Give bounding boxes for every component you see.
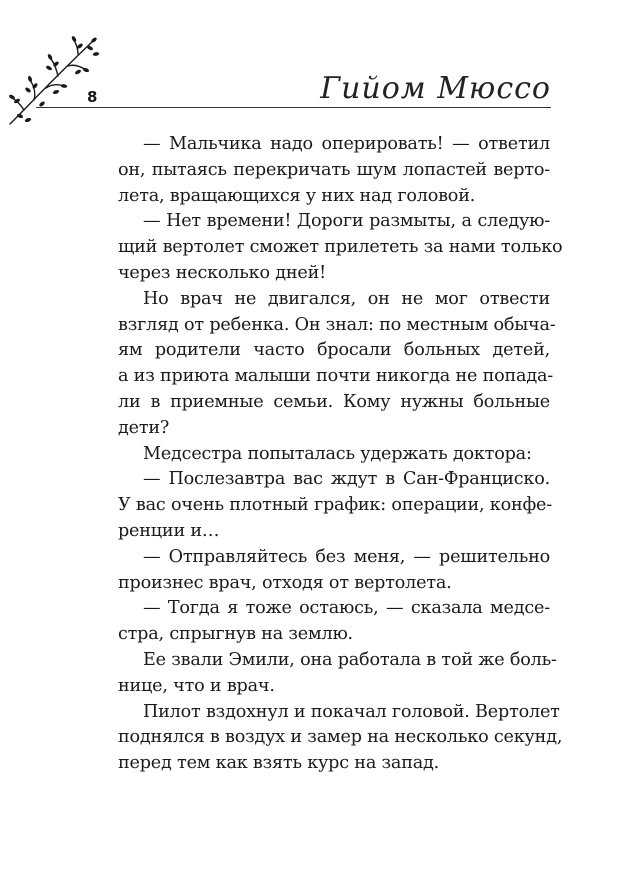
text-line: — Отправляйтесь без меня, — решительно <box>143 546 550 567</box>
text-line: а из приюта малыши почти никогда не попада- <box>118 366 553 387</box>
text-line: У вас очень плотный график: операции, конфе- <box>118 495 553 516</box>
page-number: 8 <box>87 88 98 106</box>
text-line: ли в приемные семьи. Кому нужны больные <box>118 391 550 412</box>
text-line: дети? <box>118 417 170 438</box>
text-line: взгляд от ребенка. Он знал: по местным обыча- <box>118 314 556 335</box>
text-line: через несколько дней! <box>118 262 326 283</box>
text-line: — Послезавтра вас ждут в Сан-Франциско. <box>143 469 550 490</box>
branch-ornament-icon <box>6 34 102 128</box>
text-line: перед тем как взять курс на запад. <box>118 753 440 774</box>
text-line: поднялся в воздух и замер на несколько секунд, <box>118 727 563 748</box>
text-line: лета, вращающихся у них над головой. <box>118 185 476 206</box>
text-line: ям родители часто бросали больных детей, <box>118 340 550 361</box>
text-line: ренции и… <box>118 520 220 541</box>
text-line: — Мальчика надо оперировать! — ответил <box>143 134 550 154</box>
text-line: он, пытаясь перекричать шум лопастей верто- <box>118 159 550 180</box>
text-line: нице, что и врач. <box>118 675 275 696</box>
text-line: Медсестра попыталась удержать доктора: <box>143 443 532 464</box>
running-header-author: Гийом Мюссо <box>320 71 551 106</box>
text-line: Но врач не двигался, он не мог отвести <box>143 288 550 309</box>
text-line: — Нет времени! Дороги размыты, а следую- <box>143 211 550 232</box>
text-line: — Тогда я тоже остаюсь, — сказала медсе- <box>143 598 550 619</box>
text-line: Пилот вздохнул и покачал головой. Вертолет <box>143 701 560 722</box>
text-body <box>118 132 563 777</box>
text-line: стра, спрыгнув на землю. <box>118 624 353 645</box>
text-line: Ее звали Эмили, она работала в той же боль- <box>143 649 557 670</box>
text-line: щий вертолет сможет прилететь за нами только <box>118 237 563 258</box>
text-line: произнес врач, отходя от вертолета. <box>118 572 452 593</box>
header-rule <box>36 107 551 108</box>
